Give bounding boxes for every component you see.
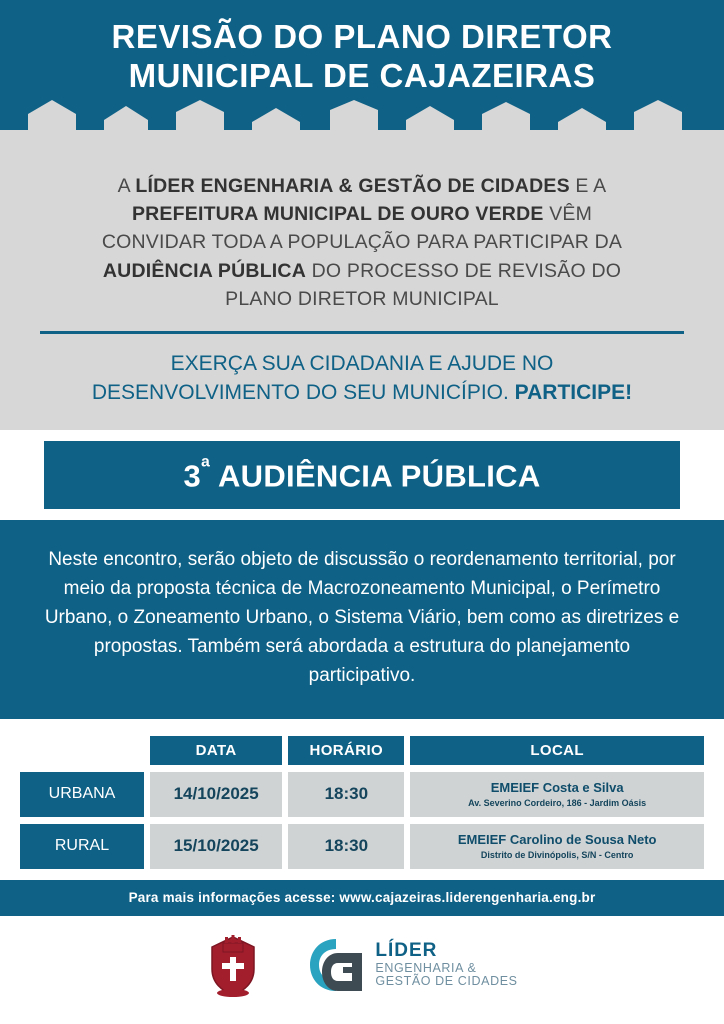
more-info-bar: Para mais informações acesse: www.cajazeiras.liderengenharia.eng.br: [0, 880, 724, 916]
logo-line-1: LÍDER: [375, 939, 438, 961]
invite-line3: CONVIDAR TODA A POPULAÇÃO PARA PARTICIPAR DA: [101, 231, 623, 254]
lider-logo: [306, 937, 517, 993]
invite-line5: PLANO DIRETOR MUNICIPAL: [225, 287, 499, 310]
table-header-row: [20, 736, 704, 765]
invite-line4-b: DO PROCESSO DE REVISÃO DO: [306, 259, 622, 282]
audiencia-number: 3: [183, 458, 202, 494]
citizenship-line2-a: DESENVOLVIMENTO DO SEU MUNICÍPIO.: [91, 381, 515, 405]
invite-line1-c: E A: [569, 174, 607, 197]
schedule-table: [14, 729, 710, 876]
table-header-local: LOCAL: [410, 736, 704, 765]
row-location-name: EMEIEF Costa e Silva: [490, 779, 624, 795]
invite-line2-b: VÊM: [543, 203, 593, 226]
logo-line-3: GESTÃO DE CIDADES: [375, 974, 518, 988]
audiencia-label: AUDIÊNCIA PÚBLICA: [210, 458, 541, 494]
citizenship-line1: EXERÇA SUA CIDADANIA E AJUDE NO: [170, 352, 554, 376]
poster-footer: [0, 916, 724, 1024]
logo-line-2: ENGENHARIA &: [375, 960, 477, 975]
table-header-blank: [20, 736, 144, 765]
title-line-1: REVISÃO DO PLANO DIRETOR: [111, 18, 613, 55]
row-zone: RURAL: [20, 824, 144, 869]
audiencia-ordinal: ª: [201, 454, 211, 482]
poster-header: [0, 0, 724, 100]
description-text: Neste encontro, serão objeto de discussão o reordenamento territorial, por meio da proposta técnica de Macrozoneamento Municipal, o Perímetro Urbano, o Zoneamento Urbano, o Sistema Viário, bem como as diretrizes e propostas. Também será abordada a estrutura do planejamento participativo.: [0, 520, 724, 718]
row-location-address: Distrito de Divinópolis, S/N - Centro: [480, 849, 634, 860]
row-location: [410, 824, 704, 869]
table-row: [20, 772, 704, 817]
row-zone: URBANA: [20, 772, 144, 817]
invitation-text: [34, 172, 690, 313]
audiencia-banner: [44, 441, 680, 509]
table-header-data: DATA: [150, 736, 282, 765]
schedule-section: [0, 719, 724, 880]
row-date: 15/10/2025: [150, 824, 282, 869]
divider: [40, 331, 684, 334]
title-line-2: MUNICIPAL DE CAJAZEIRAS: [128, 56, 596, 94]
citizenship-callout: [34, 350, 690, 408]
row-location-address: Av. Severino Cordeiro, 186 - Jardim Oásis: [468, 797, 647, 808]
row-location-name: EMEIEF Carolino de Sousa Neto: [457, 831, 657, 847]
skyline-decoration: [0, 100, 724, 162]
row-time: 18:30: [288, 772, 404, 817]
invite-line2-a: PREFEITURA MUNICIPAL DE OURO VERDE: [131, 203, 544, 226]
row-location: [410, 772, 704, 817]
lider-logo-text: [375, 941, 517, 989]
page-title: [20, 18, 704, 96]
lider-logo-icon: [306, 937, 366, 993]
citizenship-line2-b: PARTICIPE!: [514, 381, 633, 405]
skyline-icon: [0, 100, 724, 162]
coat-of-arms-icon: [206, 933, 260, 997]
table-header-horario: HORÁRIO: [288, 736, 404, 765]
row-date: 14/10/2025: [150, 772, 282, 817]
audiencia-banner-wrap: [0, 430, 724, 520]
row-time: 18:30: [288, 824, 404, 869]
invite-line1-b: LÍDER ENGENHARIA & GESTÃO DE CIDADES: [135, 174, 570, 197]
table-row: [20, 824, 704, 869]
invitation-block: [0, 162, 724, 430]
invite-line1-a: A: [117, 174, 136, 197]
invite-line4-a: AUDIÊNCIA PÚBLICA: [102, 259, 306, 282]
